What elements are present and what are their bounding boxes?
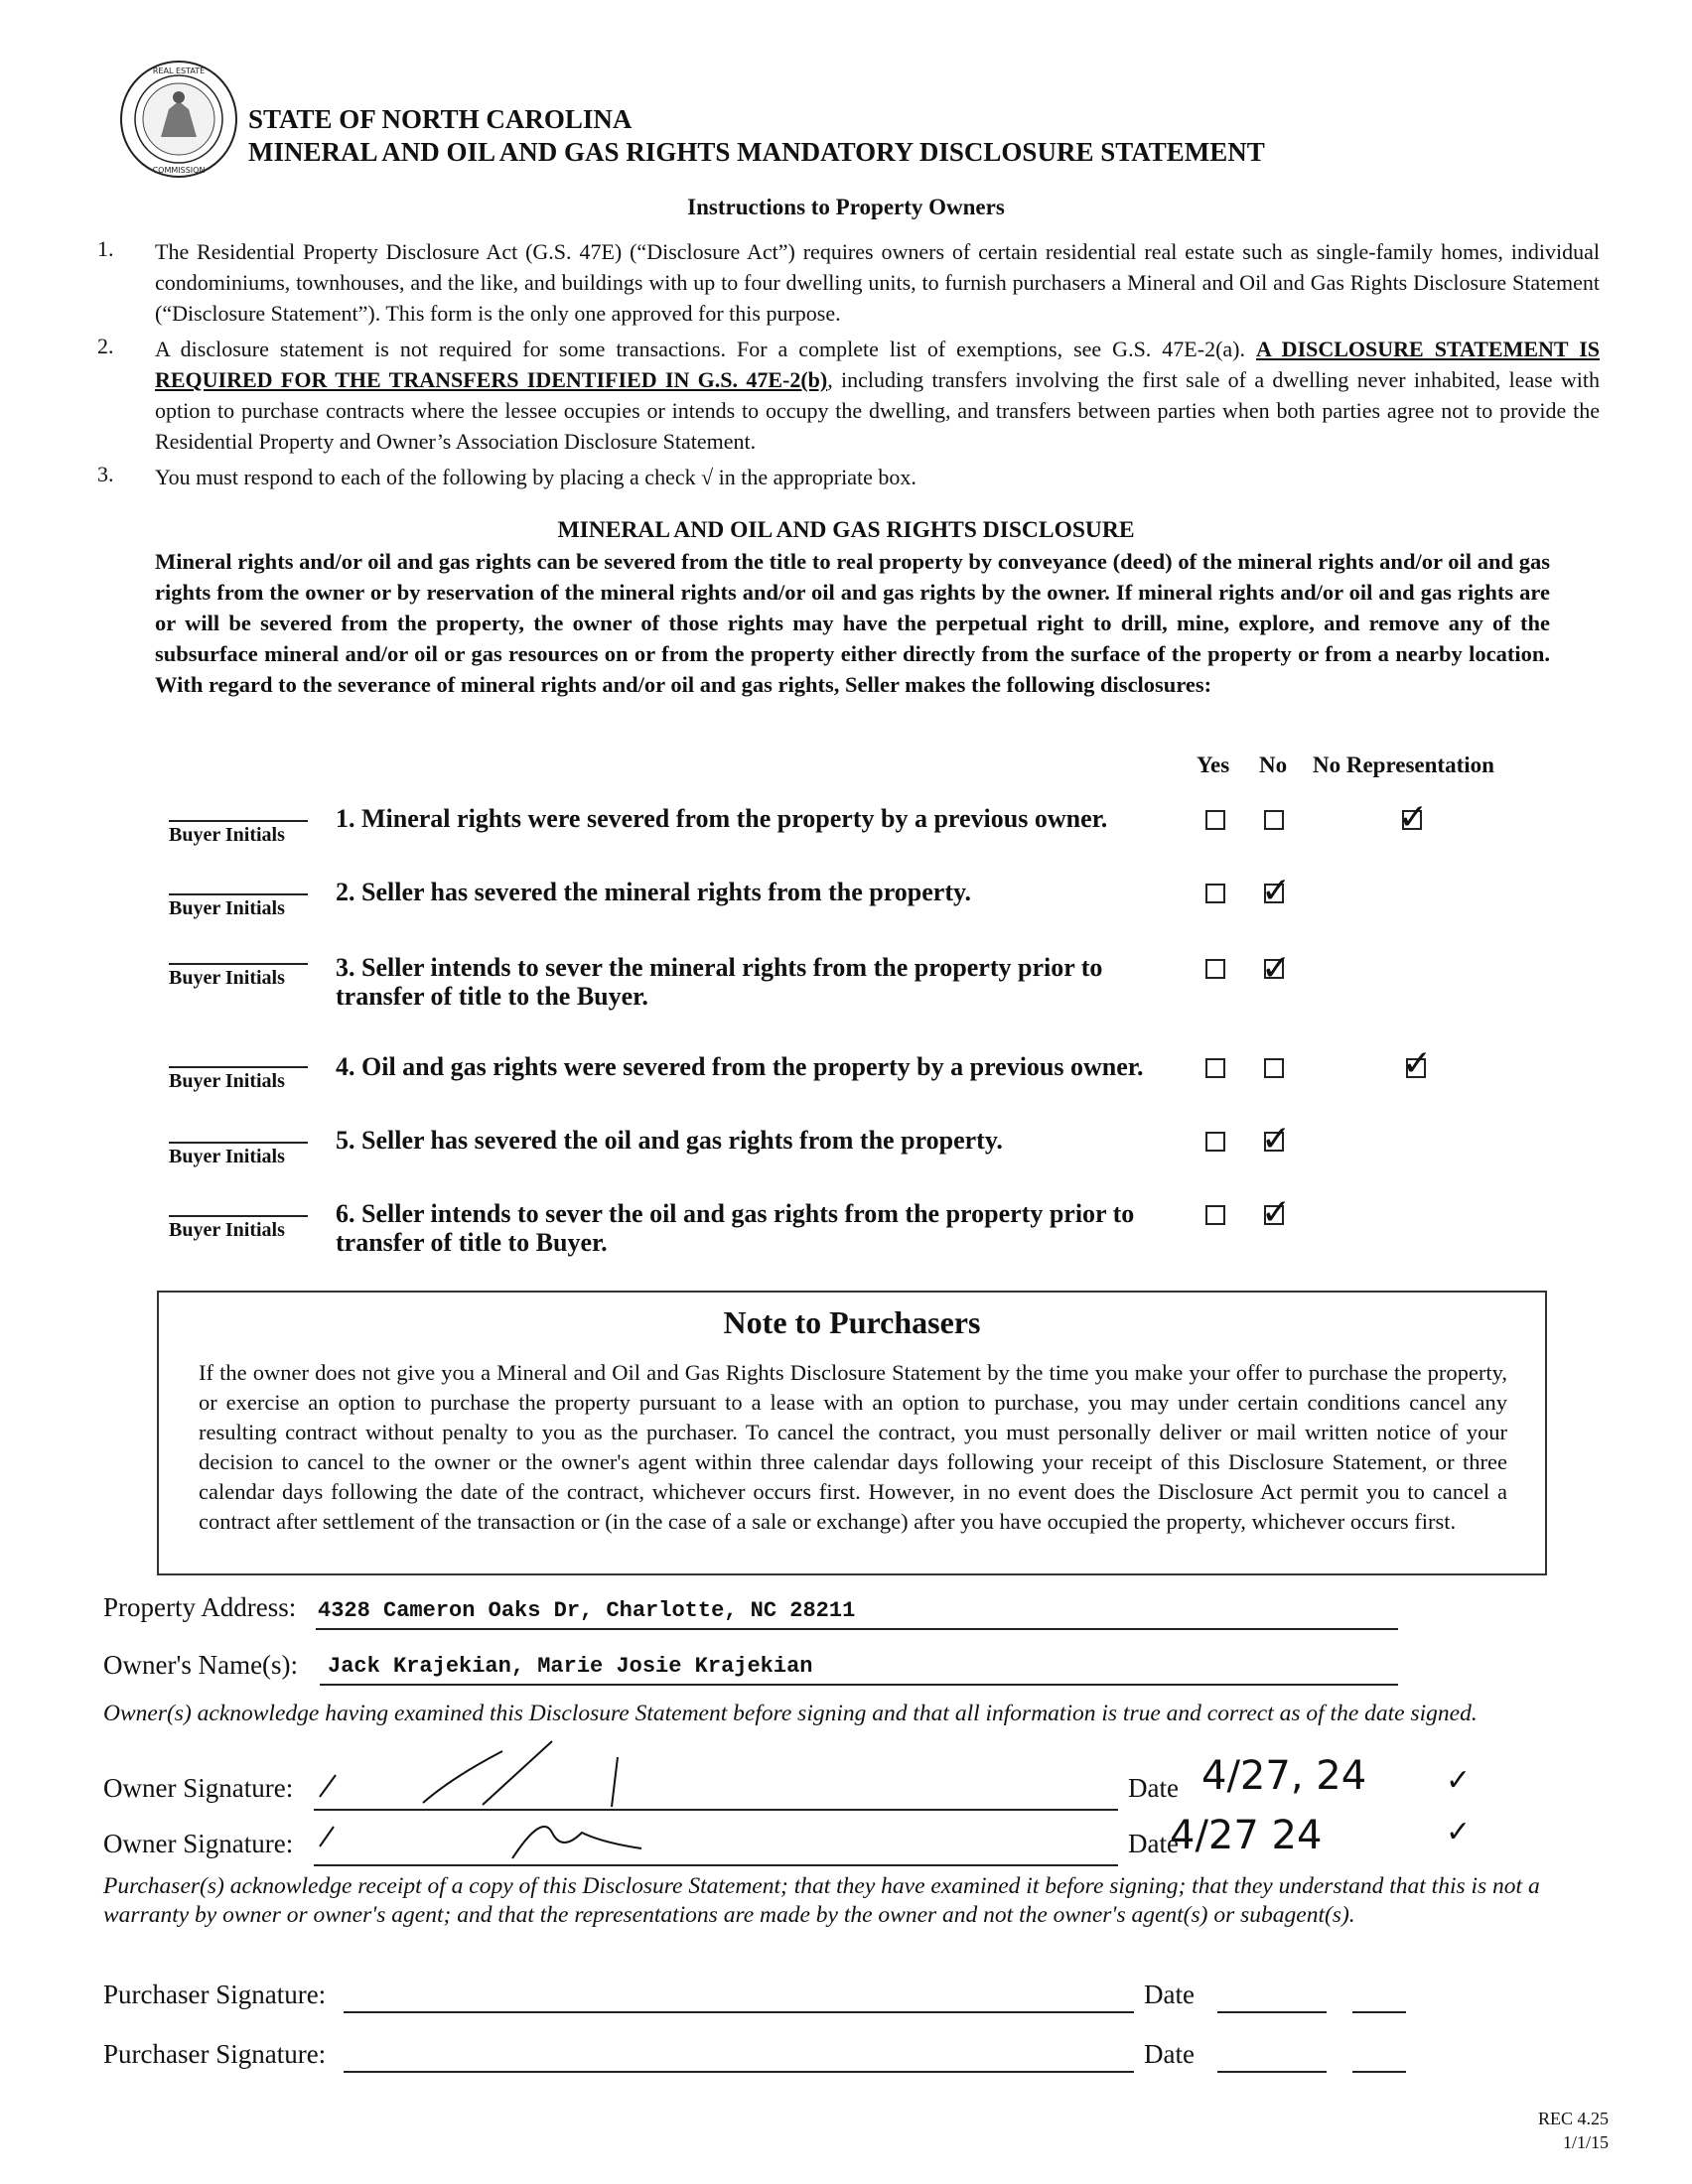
instruction-text: A disclosure statement is not required for some transactions. For a complete list of exemptions, see G.S. 47E-2(a). A DISCLOSURE STATEMENT IS REQUIRED FOR THE TRANSFERS IDENTIFIED IN G.S. 47E-2(b), including transfers involving the first sale of a dwelling never inhabited, lease with option to purchase contracts where the lessee occupies or intends to occupy the dwelling, and transfers between parties when both parties agree not to provide the Residential Property and Owner’s Association Disclosure Statement.: [155, 337, 1601, 454]
check-mark: ✓: [1261, 1119, 1292, 1160]
check-mark: ✓: [1261, 948, 1292, 989]
owner-signature-label: Owner Signature:: [103, 1829, 294, 1858]
question-row: [0, 948, 1692, 1013]
no-checkbox[interactable]: [1264, 1058, 1284, 1078]
purchaser-date-field[interactable]: [1217, 1983, 1327, 2013]
buyer-initials-label: Buyer Initials: [169, 824, 285, 846]
buyer-initials-label: Buyer Initials: [169, 1070, 285, 1092]
date-label: Date: [1128, 1829, 1179, 1858]
owners-name-label: Owner's Name(s):: [103, 1650, 299, 1680]
check-mark: ✓: [1398, 797, 1429, 838]
purchaser-signature-label: Purchaser Signature:: [103, 2039, 327, 2069]
question-text: 1. Mineral rights were severed from the property by a previous owner.: [336, 804, 1108, 833]
check-mark: ✓: [1446, 1763, 1472, 1798]
instruction-text: You must respond to each of the following by placing a check √ in the appropriate box.: [155, 465, 916, 489]
owner-signature-2: [314, 1803, 711, 1866]
purchaser-year-field[interactable]: [1352, 1983, 1406, 2013]
note-title: Note to Purchasers: [723, 1304, 981, 1340]
svg-text:COMMISSION: COMMISSION: [152, 166, 206, 175]
purchaser-date-field[interactable]: [1217, 2043, 1327, 2073]
buyer-initials-field[interactable]: [169, 963, 308, 965]
column-no: No: [1259, 752, 1288, 777]
question-row: [0, 871, 1692, 937]
buyer-initials-label: Buyer Initials: [169, 1219, 285, 1241]
question-text: 6. Seller intends to sever the oil and gas rights from the property prior to transfer of title to Buyer.: [336, 1199, 1135, 1257]
check-mark: ✓: [1261, 871, 1292, 911]
note-to-purchasers-box: [157, 1291, 1547, 1575]
buyer-initials-field[interactable]: [169, 1142, 308, 1144]
check-mark: ✓: [1446, 1815, 1472, 1849]
purchaser-year-field[interactable]: [1352, 2043, 1406, 2073]
check-mark: ✓: [1261, 1192, 1292, 1233]
no-checkbox[interactable]: [1264, 810, 1284, 830]
buyer-initials-label: Buyer Initials: [169, 1146, 285, 1167]
check-mark: ✓: [1402, 1043, 1433, 1084]
svg-text:REAL ESTATE: REAL ESTATE: [152, 67, 206, 75]
date-label: Date: [1144, 2039, 1195, 2069]
buyer-initials-field[interactable]: [169, 1215, 308, 1217]
yes-checkbox[interactable]: [1205, 884, 1225, 903]
question-row: [0, 1119, 1692, 1185]
yes-checkbox[interactable]: [1205, 959, 1225, 979]
buyer-initials-field[interactable]: [169, 893, 308, 895]
instructions-heading: Instructions to Property Owners: [687, 195, 1005, 219]
form-title: MINERAL AND OIL AND GAS RIGHTS MANDATORY DISCLOSURE STATEMENT: [248, 137, 1265, 167]
question-row: [0, 1192, 1692, 1259]
question-text: 2. Seller has severed the mineral rights from the property.: [336, 878, 972, 906]
property-address-field[interactable]: [316, 1598, 1398, 1630]
owner-signature-label: Owner Signature:: [103, 1773, 294, 1803]
owners-name-value: Jack Krajekian, Marie Josie Krajekian: [328, 1654, 813, 1679]
required-transfers-emphasis: A DISCLOSURE STATEMENT IS REQUIRED FOR THE TRANSFERS IDENTIFIED IN G.S. 47E-2(b): [155, 337, 1601, 392]
disclosure-heading: MINERAL AND OIL AND GAS RIGHTS DISCLOSURE: [557, 517, 1135, 543]
question-text: 5. Seller has severed the oil and gas rights from the property.: [336, 1126, 1003, 1155]
owners-name-field[interactable]: [320, 1654, 1398, 1686]
buyer-initials-field[interactable]: [169, 1066, 308, 1068]
question-row: [0, 797, 1692, 864]
note-body: If the owner does not give you a Mineral and Oil and Gas Rights Disclosure Statement by the time you make your offer to purchase the property, or exercise an option to purchase the property pursuant to a lease with an option to purchase, you may under certain conditions cancel any resulting contract without penalty to you as the purchaser. To cancel the contract, you must personally deliver or mail written notice of your decision to cancel to the owner or the owner's agent within three calendar days following your receipt of this Disclosure Statement, or three calendar days following the date of the contract, whichever occurs first. However, in no event does the Disclosure Act permit you to cancel a contract after settlement of the transaction or (in the case of a sale or exchange) after you have occupied the property, whichever occurs first.: [199, 1360, 1507, 1534]
owner-date-1: 4/27, 24: [1201, 1753, 1367, 1799]
yes-checkbox[interactable]: [1205, 810, 1225, 830]
instruction-number: 3.: [97, 462, 114, 486]
date-label: Date: [1128, 1773, 1179, 1803]
buyer-initials-label: Buyer Initials: [169, 897, 285, 919]
question-row: [0, 1043, 1692, 1112]
owner-acknowledgment: Owner(s) acknowledge having examined this Disclosure Statement before signing and that all information is true and correct as of the date signed.: [103, 1701, 1478, 1726]
purchaser-signature-field[interactable]: [344, 2043, 1134, 2073]
instruction-text: The Residential Property Disclosure Act (G.S. 47E) (“Disclosure Act”) requires owners of certain residential real estate such as single-family homes, individual condominiums, townhouses, and the like, and buildings with up to four dwelling units, to furnish purchasers a Mineral and Oil and Gas Rights Disclosure Statement (“Disclosure Statement”). This form is the only one approved for this purpose.: [155, 239, 1600, 326]
form-id: REC 4.25: [1537, 2109, 1609, 2128]
yes-checkbox[interactable]: [1205, 1132, 1225, 1152]
instruction-number: 1.: [97, 236, 114, 261]
state-title: STATE OF NORTH CAROLINA: [248, 104, 633, 134]
property-address-value: 4328 Cameron Oaks Dr, Charlotte, NC 28211: [318, 1598, 856, 1623]
commission-seal: [117, 58, 240, 181]
question-text: 4. Oil and gas rights were severed from the property by a previous owner.: [336, 1052, 1144, 1081]
property-address-label: Property Address:: [103, 1592, 297, 1622]
instruction-number: 2.: [97, 334, 114, 358]
question-text: 3. Seller intends to sever the mineral rights from the property prior to transfer of title to the Buyer.: [336, 953, 1103, 1011]
purchaser-acknowledgment: Purchaser(s) acknowledge receipt of a copy of this Disclosure Statement; that they have examined it before signing; that they understand that this is not a warranty by owner or owner's agent; and that the representations are made by the owner and not the owner's agent(s) or subagent(s).: [103, 1873, 1540, 1928]
column-yes: Yes: [1197, 752, 1230, 777]
column-no-representation: No Representation: [1313, 752, 1494, 777]
yes-checkbox[interactable]: [1205, 1058, 1225, 1078]
buyer-initials-label: Buyer Initials: [169, 967, 285, 989]
buyer-initials-field[interactable]: [169, 820, 308, 822]
form-date: 1/1/15: [1562, 2132, 1609, 2152]
date-label: Date: [1144, 1979, 1195, 2009]
yes-checkbox[interactable]: [1205, 1205, 1225, 1225]
owner-signature-field[interactable]: [314, 1833, 1118, 1866]
owner-signature-1: [314, 1737, 810, 1811]
owner-date-2: 4/27 24: [1170, 1813, 1323, 1858]
disclosure-text: Mineral rights and/or oil and gas rights can be severed from the title to real property by conveyance (deed) of the mineral rights and/or oil and gas rights from the owner or by reservation of the mineral rights and/or oil and gas rights by the owner. If mineral rights and/or oil and gas rights are or will be severed from the property, the owner of those rights may have the perpetual right to drill, mine, explore, and remove any of the subsurface mineral and/or oil or gas resources on or from the property either directly from the surface of the property or from a nearby location. With regard to the severance of mineral rights and/or oil and gas rights, Seller makes the following disclosures:: [155, 549, 1550, 697]
purchaser-signature-label: Purchaser Signature:: [103, 1979, 327, 2009]
purchaser-signature-field[interactable]: [344, 1983, 1134, 2013]
